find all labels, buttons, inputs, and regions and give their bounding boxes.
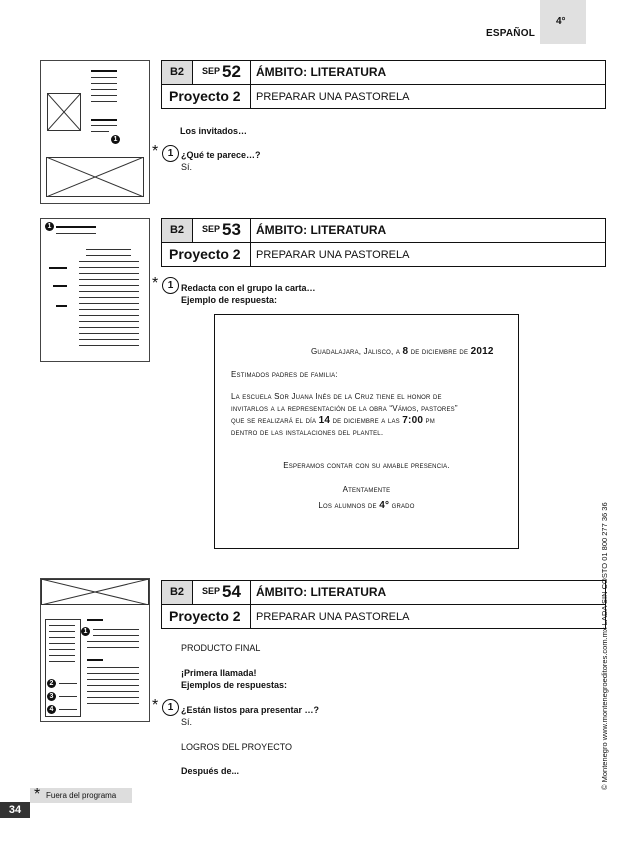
sep-page-number: 54 [222, 582, 241, 601]
grade-label: 4° [556, 16, 566, 27]
page-thumbnail-53 [40, 218, 150, 362]
block-label: B2 [162, 581, 193, 604]
logros-heading: LOGROS DEL PROYECTO [181, 742, 293, 752]
thumb-marker: 1 [111, 135, 120, 144]
page-thumbnail-54 [40, 578, 150, 722]
letter-salutation: Estimados padres de familia: [231, 370, 338, 379]
question-text: ¿Qué te parece…? [181, 150, 261, 160]
sep-page-number: 52 [222, 62, 241, 81]
section-header-54 [161, 580, 606, 629]
thumb-marker: 4 [47, 705, 56, 714]
project-topic: PREPARAR UNA PASTORELA [256, 91, 410, 103]
project-label: Proyecto 2 [169, 88, 241, 104]
asterisk-icon: * [152, 143, 159, 160]
image-placeholder-icon [46, 157, 144, 197]
asterisk-icon: * [152, 697, 159, 714]
thumb-marker: 3 [47, 692, 56, 701]
call-text: ¡Primera llamada! [181, 668, 257, 678]
letter-body-line: que se realizará el día 14 de diciembre a las 7:00 pm [231, 415, 435, 426]
example-letter [214, 314, 519, 549]
question-text: ¿Están listos para presentar …? [181, 705, 320, 715]
thumb-marker: 1 [81, 627, 90, 636]
ambito-label: ÁMBITO: LITERATURA [256, 585, 387, 599]
side-credit: © Montenegro www.montenegroeditores.com.mx LADA SIN COSTO 01 800 277 36 36 [600, 502, 609, 790]
block-label: B2 [162, 61, 193, 84]
project-label: Proyecto 2 [169, 246, 241, 262]
letter-body-line: La escuela Sor Juana Inés de la Cruz tiene el honor de [231, 392, 442, 401]
thumb-marker: 2 [47, 679, 56, 688]
image-placeholder-icon [41, 579, 149, 605]
letter-closing: Esperamos contar con su amable presencia. [283, 461, 450, 470]
intro-text: Los invitados… [180, 126, 248, 136]
project-label: Proyecto 2 [169, 608, 241, 624]
letter-body-line: dentro de las instalaciones del plantel. [231, 428, 384, 437]
letter-signature: Los alumnos de 4° grado [318, 500, 415, 511]
asterisk-icon: * [34, 786, 41, 803]
sep-label: SEP [202, 66, 221, 76]
image-placeholder-icon [47, 93, 81, 131]
project-topic: PREPARAR UNA PASTORELA [256, 611, 410, 623]
question-number: 1 [162, 699, 179, 716]
despues-text: Después de... [181, 766, 240, 776]
answer-text: Sí. [181, 162, 193, 172]
letter-body-line: invitarlos a la representación de la obra “Vámos, pastores” [231, 404, 458, 413]
project-topic: PREPARAR UNA PASTORELA [256, 249, 410, 261]
letter-place-date: Guadalajara, Jalisco, a 8 de diciembre de 2012 [311, 346, 494, 357]
subject-label: ESPAÑOL [486, 28, 535, 39]
footer-note: Fuera del programa [46, 791, 117, 800]
product-heading: PRODUCTO FINAL [181, 643, 261, 653]
section-header-53 [161, 218, 606, 267]
page-number: 34 [0, 802, 30, 818]
ambito-label: ÁMBITO: LITERATURA [256, 65, 387, 79]
sep-label: SEP [202, 224, 221, 234]
instruction-text: Redacta con el grupo la carta… [181, 283, 316, 293]
letter-sign-off: Atentamente [342, 485, 391, 494]
section-header-52 [161, 60, 606, 109]
ambito-label: ÁMBITO: LITERATURA [256, 223, 387, 237]
sep-page-number: 53 [222, 220, 241, 239]
sep-label: SEP [202, 586, 221, 596]
answer-text: Sí. [181, 717, 193, 727]
question-number: 1 [162, 145, 179, 162]
block-label: B2 [162, 219, 193, 242]
asterisk-icon: * [152, 275, 159, 292]
example-label: Ejemplo de respuesta: [181, 295, 278, 305]
question-number: 1 [162, 277, 179, 294]
examples-label: Ejemplos de respuestas: [181, 680, 288, 690]
thumb-marker: 1 [45, 222, 54, 231]
page-thumbnail-52 [40, 60, 150, 204]
